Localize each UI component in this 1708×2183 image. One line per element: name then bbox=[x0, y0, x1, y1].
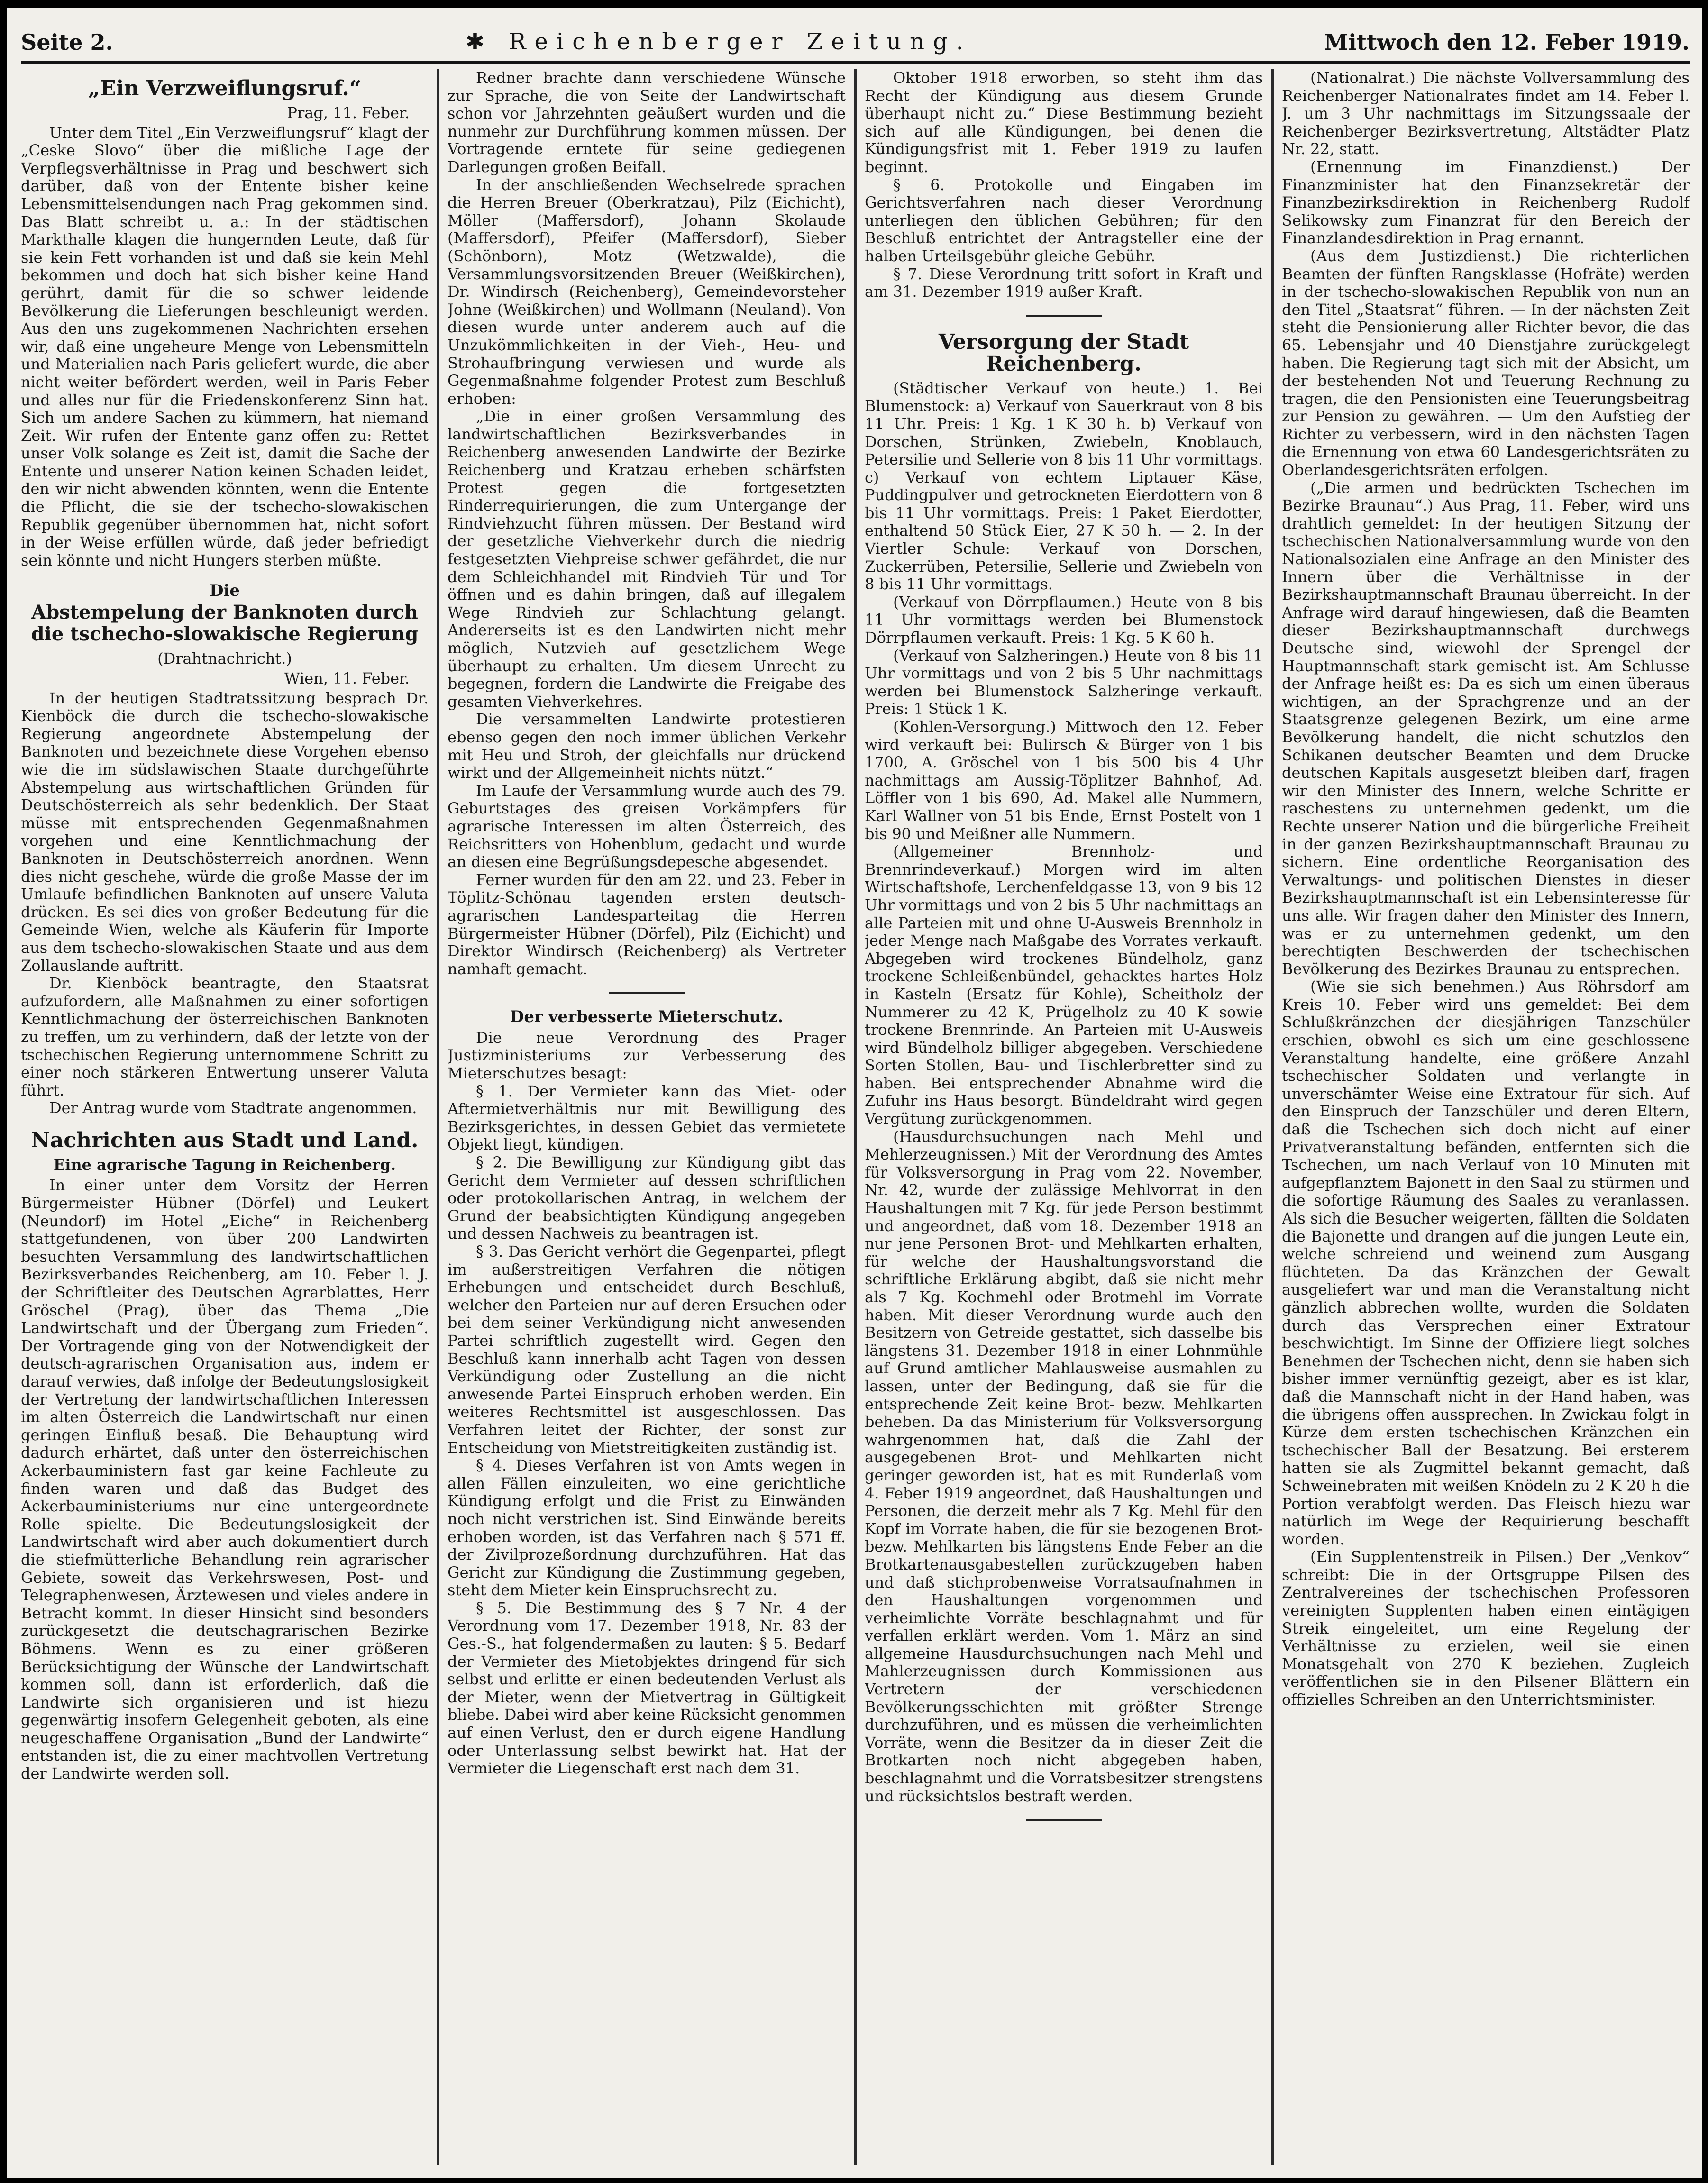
article-paragraph: § 1. Der Vermieter kann das Miet- oder Aftermietverhältnis nur mit Bewilligung des Bezirksgerichtes, in dessen Gebiet das vermietete Objekt liegt, kündigen. bbox=[448, 1082, 846, 1154]
article-title: Der verbesserte Mieterschutz. bbox=[510, 1007, 784, 1027]
article-paragraph: Oktober 1918 erworben, so steht ihm das Recht der Kündigung aus diesem Grunde überhaupt nicht zu.“ Diese Bestimmung bezieht sich auf alle Kündigungen, bei denen die Kündigungsfrist mit 1. Feber 1919 zu laufen beginnt. bbox=[865, 69, 1263, 176]
separator bbox=[609, 992, 685, 994]
article-title: Abstempelung der Banknoten durch die tschecho-slowakische Regierung bbox=[31, 601, 419, 646]
column-2 bbox=[448, 69, 846, 2165]
article-paragraph: § 6. Protokolle und Eingaben im Gerichtsverfahren nach dieser Verordnung unterliegen den üblichen Gebühren; für den Beschluß entrichtet der Antragsteller eine der halben Urteilsgebühr gleiche Gebühr. bbox=[865, 175, 1263, 265]
section-title: Nachrichten aus Stadt und Land. bbox=[31, 1128, 419, 1152]
article-paragraph: Die neue Verordnung des Prager Justizministeriums zur Verbesserung des Mieterschutzes besagt: bbox=[448, 1028, 846, 1083]
article-paragraph: (Städtischer Verkauf von heute.) 1. Bei Blumenstock: a) Verkauf von Sauerkraut von 8 bis 11 Uhr. Preis: 1 Kg. 1 K 30 h. b) Verkauf von Dorschen, Strünken, Zwiebeln, Knoblauch, Petersilie und Sellerie von 8 bis 11 Uhr vormittags. c) Verkauf von echtem Liptauer Käse, Puddingpulver und getrockneten Eierdottern von 8 bis 11 Uhr vormittags. Preis: 1 Paket Eierdotter, enthaltend 50 Stück Eier, 27 K 50 h. — 2. In der Viertler Schule: Verkauf von Dorschen, Zuckerrüben, Petersilie, Sellerie und Zwiebeln von 8 bis 11 Uhr vormittags. bbox=[865, 379, 1263, 594]
news-item: (Ein Supplentenstreik in Pilsen.) Der „Venkov“ schreibt: Die in der Ortsgruppe Pilsen des Zentralvereines der tschechischen Professoren vereinigten Supplenten haben einen eintägigen Streik eingeleitet, um eine Regelung der Verhältnisse zu erzielen, weil sie einen Monatsgehalt von 270 K beziehen. Zugleich veröffentlichen sie in den Pilsener Blättern ein offizielles Schreiben an den Unterrichtsminister. bbox=[1282, 1548, 1690, 1709]
article-paragraph: Dr. Kienböck beantragte, den Staatsrat aufzufordern, alle Maßnahmen zu einer sofortigen Kenntlichmachung der österreichischen Banknoten zu treffen, um zu verhindern, daß der letzte von der tschechischen Regierung unternommene Schritt zu einer noch stärkeren Entwertung unserer Valuta führt. bbox=[21, 974, 429, 1099]
news-item: (Nationalrat.) Die nächste Vollversammlung des Reichenberger Nationalrates findet am 14. Feber l. J. um 3 Uhr nachmittags im Sitzungssaale der Reichenberger Bezirksvertretung, Altstädter Platz Nr. 22, statt. bbox=[1282, 69, 1690, 158]
article-paragraph: (Verkauf von Dörrpflaumen.) Heute von 8 bis 11 Uhr vormittags werden bei Blumenstock Dörrpflaumen verkauft. Preis: 1 Kg. 5 K 60 h. bbox=[865, 593, 1263, 647]
article-paragraph: In einer unter dem Vorsitz der Herren Bürgermeister Hübner (Dörfel) und Leukert (Neundorf) im Hotel „Eiche“ in Reichenberg stattgefundenen, von über 200 Landwirten besuchten Versammlung des landwirtschaftlichen Bezirksverbandes Reichenberg, am 10. Feber l. J. der Schriftleiter des Deutschen Agrarblattes, Herr Gröschel (Prag), über das Thema „Die Landwirtschaft und der Übergang zum Frieden“. Der Vortragende ging von der Notwendigkeit der deutsch-agrarischen Organisation aus, indem er darauf verwies, daß infolge der Bedeutungslosigkeit der Vertretung der landwirtschaftlichen Interessen im alten Österreich die Landwirtschaft nur einen geringen Einfluß besaß. Die Behauptung wird dadurch erhärtet, daß unter den österreichischen Ackerbauministern fast gar keine Fachleute zu finden waren und daß das Budget des Ackerbauministeriums nur eine untergeordnete Rolle spielte. Die Bedeutungslosigkeit der Landwirtschaft wird aber auch dokumentiert durch die stiefmütterliche Behandlung rein agrarischer Gebiete, soweit das Verkehrswesen, Post- und Telegraphenwesen, Ärztewesen und vieles andere in Betracht kommt. In dieser Hinsicht sind besonders zurückgesetzt die deutschagrarischen Bezirke Böhmens. Wenn es zu einer größeren Berücksichtigung der Wünsche der Landwirtschaft kommen soll, dann ist erforderlich, daß die Landwirte sich organisieren und ist hiezu gegenwärtig insofern Gelegenheit geboten, als eine neugeschaffene Organisation „Bund der Landwirte“ entstanden ist, die zu einer machtvollen Vertretung der Landwirte werden soll. bbox=[21, 1176, 429, 1783]
article-paragraph: (Hausdurchsuchungen nach Mehl und Mehlerzeugnissen.) Mit der Verordnung des Amtes für Volksversorgung in Prag vom 22. November, Nr. 42, wurde der zulässige Mehlvorrat in den Haushaltungen mit 7 Kg. für jede Person bestimmt und angeordnet, daß vom 18. Dezember 1918 an nur jene Personen Brot- und Mehlkarten erhalten, für welche der Haushaltungsvorstand die schriftliche Erklärung abgibt, daß sie nicht mehr als 7 Kg. Kochmehl oder Brotmehl im Vorrate haben. Mit dieser Verordnung wurde auch den Besitzern von Getreide gestattet, sich dasselbe bis längstens 31. Dezember 1918 in einer Lohnmühle auf Grund amtlicher Mahlausweise ausmahlen zu lassen, unter der Bedingung, daß sie für die entsprechende Zeit keine Brot- bezw. Mehlkarten beheben. Da das Ministerium für Volksversorgung wahrgenommen hat, daß die Zahl der ausgegebenen Brot- und Mehlkarten nicht geringer geworden ist, hat es mit Runderlaß vom 4. Feber 1919 angeordnet, daß Haushaltungen und Personen, die derzeit mehr als 7 Kg. Mehl für den Kopf im Vorrate haben, die für sie bezogenen Brot- bezw. Mehlkarten bis längstens Ende Feber an die Brotkartenausgabestellen zurückzugeben haben und daß stichprobenweise Vorratsaufnahmen in den Haushaltungen vorgenommen und verheimlichte Vorräte beschlagnahmt und für verfallen erklärt werden. Vom 1. März an sind allgemeine Hausdurchsuchungen nach Mehl und Mahlerzeugnissen durch Kommissionen aus Vertretern der verschiedenen Bevölkerungsschichten mit größter Strenge durchzuführen, und es müssen die verheimlichten Vorräte, wenn die Besitzer da in dieser Zeit die Brotkarten noch nicht abgegeben haben, beschlagnahmt und die Vorratsbesitzer strengstens und rücksichtslos bestraft werden. bbox=[865, 1127, 1263, 1805]
column-3 bbox=[865, 69, 1263, 2165]
issue-date: Mittwoch den 12. Feber 1919. bbox=[1324, 29, 1690, 55]
article-paragraph: Die versammelten Landwirte protestieren ebenso gegen den noch immer üblichen Verkehr mit Heu und Stroh, der gleichfalls nur drückend wirkt und der Allgemeinheit nichts nützt.“ bbox=[448, 710, 846, 782]
separator bbox=[1026, 1819, 1102, 1821]
article-paragraph: (Kohlen-Versorgung.) Mittwoch den 12. Feber wird verkauft bei: Bulirsch & Bürger von 1 bis 1700, A. Gröschel von 1 bis 500 bis 4 Uhr nachmittags am Aussig-Töplitzer Bahnhof, Ad. Löffler von 1 bis 690, Ad. Makel alle Nummern, Karl Wallner von 51 bis Ende, Ernst Postelt von 1 bis 90 und Meißner alle Nummern. bbox=[865, 718, 1263, 843]
article-paragraph: § 2. Die Bewilligung zur Kündigung gibt das Gericht dem Vermieter auf dessen schriftlichen oder protokollarischen Antrag, in welchem der Grund der beabsichtigten Kündigung angegeben und dessen Nachweis zu beantragen ist. bbox=[448, 1153, 846, 1243]
newspaper-page bbox=[7, 8, 1702, 2178]
article-paragraph: § 5. Die Bestimmung des § 7 Nr. 4 der Verordnung vom 17. Dezember 1918, Nr. 83 der Ges.-S., hat folgendermaßen zu lauten: § 5. Bedarf der Vermieter des Mietobjektes dringend für sich selbst und erlitte er einen bedeutenden Verlust als der Mieter, wenn der Mietvertrag in Gültigkeit bliebe. Dabei wird aber keine Rücksicht genommen auf einen Verlust, den er durch eigene Handlung oder Unterlassung selbst bewirkt hat. Hat der Vermieter die Liegenschaft erst nach dem 31. bbox=[448, 1598, 846, 1778]
article-paragraph: Ferner wurden für den am 22. und 23. Feber in Töplitz-Schönau tagenden ersten deutsch-agrarischen Landesparteitag die Herren Bürgermeister Hübner (Dörfel), Pilz (Eichicht) und Direktor Windirsch (Reichenberg) als Vertreter namhaft gemacht. bbox=[448, 870, 846, 978]
article-subtitle: (Drahtnachricht.) bbox=[157, 649, 292, 668]
column-divider bbox=[1271, 69, 1274, 2165]
article-paragraph: § 7. Diese Verordnung tritt sofort in Kraft und am 31. Dezember 1919 außer Kraft. bbox=[865, 265, 1263, 301]
column-divider bbox=[854, 69, 857, 2165]
dateline: Wien, 11. Feber. bbox=[284, 669, 410, 688]
article-paragraph: In der heutigen Stadtratssitzung besprach Dr. Kienböck die durch die tschecho-slowakische Regierung angeordnete Abstempelung der Banknoten und bezeichnete diese Vorgehen ebenso wie die im südslawischen Staate durchgeführte Abstempelung aus wirtschaftlichen Gründen für Deutschösterreich als sehr bedenklich. Der Staat müsse mit entsprechenden Gegenmaßnahmen vorgehen und eine Kenntlichmachung der Banknoten in Deutschösterreich anordnen. Wenn dies nicht geschehe, würde die große Masse der im Umlaufe befindlichen Banknoten auf unsere Valuta drücken. Es sei dies von großer Bedeutung für die Gemeinde Wien, welche als Käuferin für Importe aus dem tschecho-slowakischen Staate und aus dem Zollauslande auftritt. bbox=[21, 689, 429, 975]
article-paragraph: Unter dem Titel „Ein Verzweiflungsruf“ klagt der „Ceske Slovo“ über die mißliche Lage der Verpflegsverhältnisse in Prag und beschwert sich darüber, daß von der Entente bisher keine Lebensmittelsendungen nach Prag gekommen sind. Das Blatt schreibt u. a.: In der städtischen Markthalle klagen die hungernden Leute, daß für sie kein Fett vorhanden ist und daß sie kein Mehl bekommen und doch hat sich bisher keine Hand gerührt, damit für die so schwer leidende Bevölkerung die Lieferungen beschleunigt werden. Aus den uns zugekommenen Nachrichten ersehen wir, daß eine ungeheure Menge von Lebensmitteln und Materialien nach Paris geliefert wurde, die aber nicht weiter befördert werden, weil in Paris Feber und alles nur für die Friedenskonferenz Sinn hat. Sich um andere Sachen zu kümmern, hat niemand Zeit. Wir rufen der Entente ganz offen zu: Rettet unser Volk solange es Zeit ist, damit die Sache der Entente und unserer Nation keinen Schaden leidet, den wir nicht abwenden könnten, wenn die Entente die Pflicht, die sie der tschecho-slowakischen Republik gegenüber übernommen hat, nicht sofort in der Weise erfüllen würde, daß jeder befriedigt sein könnte und nicht Hungers sterben müßte. bbox=[21, 123, 429, 569]
page-header bbox=[21, 8, 1690, 64]
article-paragraph: Im Laufe der Versammlung wurde auch des 79. Geburtstages des greisen Vorkämpfers für agrarische Interessen im alten Österreich, des Reichsritters von Hohenblum, gedacht und wurde an diesen eine Begrüßungsdepesche abgesendet. bbox=[448, 781, 846, 871]
article-paragraph: Redner brachte dann verschiedene Wünsche zur Sprache, die von Seite der Landwirtschaft schon vor Jahrzehnten geäußert wurden und die nunmehr zur Durchführung kommen müssen. Der Vortragende erntete für seine gediegenen Darlegungen großen Beifall. bbox=[448, 69, 846, 176]
news-item: (Aus dem Justizdienst.) Die richterlichen Beamten der fünften Rangsklasse (Hofräte) werden in der tschecho-slowakischen Republik von nun an den Titel „Staatsrat“ führen. — In der nächsten Zeit steht die Pensionierung aller Richter bevor, die das 65. Lebensjahr und 40 Dienstjahre zurückgelegt haben. Die Regierung tagt sich mit der Absicht, um der bestehenden Not und Teuerung Rechnung zu tragen, die den Pensionisten eine Teuerungsbeitrag zur Pension zu gewähren. — Um den Aufstieg der Richter zu verbessern, wird in den nächsten Tagen die Ernennung von etwa 60 Landesgerichtsräten zu Oberlandesgerichtsräten erfolgen. bbox=[1282, 247, 1690, 479]
columns bbox=[21, 69, 1690, 2165]
article-paragraph: „Die in einer großen Versammlung des landwirtschaftlichen Bezirksverbandes in Reichenberg anwesenden Landwirte der Bezirke Reichenberg und Kratzau erheben schärfsten Protest gegen die fortgesetzten Rinderrequirierungen, die zum Untergange der Rindviehzucht führen müssen. Der Bestand wird der gesetzliche Viehverkehr durch die niedrig festgesetzten Viehpreise schwer gefährdet, die nur dem Schleichhandel mit Rindvieh Tür und Tor öffnen und es dahin bringen, daß auf illegalem Wege Rindvieh zur Schlachtung gelangt. Andererseits ist es den Landwirten nicht mehr möglich, Nutzvieh auf gesetzlichem Wege überhaupt zu erhalten. Um diesem Unrecht zu begegnen, fordern die Landwirte die Freigabe des gesamten Viehverkehres. bbox=[448, 407, 846, 711]
article-paragraph: § 3. Das Gericht verhört die Gegenpartei, pflegt im außerstreitigen Verfahren die nötigen Erhebungen und entscheidet durch Beschluß, welcher den Parteien nur auf deren Ersuchen oder bei dem seiner Verkündigung nicht anwesenden Partei schriftlich zugestellt wird. Gegen den Beschluß kann innerhalb acht Tagen von dessen Verkündigung oder Zustellung an die nicht anwesende Partei Einspruch erhoben werden. Ein weiteres Rechtsmittel ist ausgeschlossen. Das Verfahren leitet der Richter, der sonst zur Entscheidung von Mietstreitigkeiten zuständig ist. bbox=[448, 1242, 846, 1457]
article-paragraph: (Verkauf von Salzheringen.) Heute von 8 bis 11 Uhr vormittags und von 2 bis 5 Uhr nachmittags werden bei Blumenstock Salzheringe verkauft. Preis: 1 Stück 1 K. bbox=[865, 646, 1263, 718]
column-1 bbox=[21, 69, 429, 2165]
news-item: (Wie sie sich benehmen.) Aus Röhrsdorf am Kreis 10. Feber wird uns gemeldet: Bei dem Schlußkränzchen der diesjährigen Tanzschüler erschien, obwohl es sich um eine geschlossene Veranstaltung handelte, eine größere Anzahl tschechischer Soldaten und verlangte in unverschämter Weise eine Extratour für sich. Auf den Einspruch der Tanzschüler und deren Eltern, daß die Tschechen sich doch nicht auf einer Privatveranstaltung befänden, entfernten sich die Tschechen, um nach Verlauf von 10 Minuten mit aufgepflanztem Bajonett in den Saal zu stürmen und die sofortige Räumung des Saales zu veranlassen. Als sich die Besucher weigerten, fällten die Soldaten die Bajonette und drangen auf die jungen Leute ein, welche schreiend und weinend zum Ausgang flüchteten. Da das Kränzchen der Gewalt ausgeliefert war und man die Veranstaltung nicht gänzlich abbrechen wollte, wurden die Soldaten durch das Versprechen einer Extratour beschwichtigt. Im Sinne der Offiziere liegt solches Benehmen der Tschechen nicht, denn sie haben sich bisher immer vernünftig gezeigt, aber es ist klar, daß die Mannschaft nicht in der Hand haben, was die übrigens offen aussprechen. In Zwickau folgt in Kürze dem ersten tschechischen Kränzchen ein tschechischer Ball der Besatzung. Bei ersterem hatten sie als Zugmittel bekannt gemacht, daß Schweinebraten mit weißen Knödeln zu 2 K 20 h die Portion verabfolgt werden. Das Fleisch hiezu war natürlich im Wege der Requirierung beschafft worden. bbox=[1282, 977, 1690, 1548]
article-paragraph: Der Antrag wurde vom Stadtrate angenommen. bbox=[49, 1099, 417, 1117]
article-title: Versorgung der Stadt Reichenberg. bbox=[938, 329, 1189, 376]
article-paragraph: In der anschließenden Wechselrede sprachen die Herren Breuer (Oberkratzau), Pilz (Eichicht), Möller (Maffersdorf), Johann Skolaude (Maffersdorf), Pfeifer (Maffersdorf), Sieber (Schönborn), Motz (Wetzwalde), die Versammlungsvorsitzenden Breuer (Weißkirchen), Dr. Windirsch (Reichenberg), Gemeindevorsteher Johne (Weißkirchen) und Wollmann (Neuland). Von diesen wurde unter anderem auch auf die Unzukömmlichkeiten in der Vieh-, Heu- und Strohaufbringung verwiesen und wurde als Gegenmaßnahme folgender Protest zum Beschluß erhoben: bbox=[448, 175, 846, 408]
article-paragraph: § 4. Dieses Verfahren ist von Amts wegen in allen Fällen einzuleiten, wo eine gerichtliche Kündigung erfolgt und die Frist zu Einwänden noch nicht verstrichen ist. Sind Einwände bereits erhoben worden, ist das Verfahren nach § 571 ff. der Zivilprozeßordnung durchzuführen. Hat das Gericht zur Kündigung die Zustimmung gegeben, steht dem Mieter kein Einspruchsrecht zu. bbox=[448, 1456, 846, 1599]
article-paragraph: (Allgemeiner Brennholz- und Brennrindeverkauf.) Morgen wird im alten Wirtschaftshofe, Lerchenfeldgasse 13, von 9 bis 12 Uhr vormittags und von 2 bis 5 Uhr nachmittags an alle Parteien mit und ohne U-Ausweis Brennholz in jeder Menge nach Maßgabe des Vorrates verkauft. Abgegeben wird trockenes Bündelholz, ganz trockene Schleißenbündel, gehacktes hartes Holz in Kasteln (Ersatz für Kohle), Scheitholz der Nummerer zu 42 K, Prügelholz zu 40 K sowie trockene Brennrinde. An Parteien mit U-Ausweis wird Bündelholz billiger abgegeben. Verschiedene Sorten Stollen, Bau- und Tischlerbretter sind zu haben. Bei entsprechender Abnahme wird die Zufuhr ins Haus besorgt. Bündeldraht wird gegen Vergütung zurückgenommen. bbox=[865, 842, 1263, 1128]
article-title-prefix: Die bbox=[209, 581, 240, 601]
news-item: („Die armen und bedrückten Tschechen im Bezirke Braunau“.) Aus Prag, 11. Feber, wird uns drahtlich gemeldet: In der heutigen Sitzung der tschechischen Nationalversammlung wurde von den Nationalsozialen eine Anfrage an den Minister des Innern über die Verhältnisse in der Bezirkshauptmannschaft Braunau überreicht. In der Anfrage wird darauf hingewiesen, daß die Beamten dieser Bezirkshauptmannschaft durchwegs Deutsche sind, wiewohl der Sprengel der Hauptmannschaft stark gemischt ist. Am Schlusse der Anfrage heißt es: Da es sich um einen überaus wichtigen, an der Sprachgrenze und an der Staatsgrenze gelegenen Bezirk, um eine arme Bevölkerung handelt, die nicht schutzlos den Schikanen deutscher Beamten und dem Drucke deutschen Kapitals ausgesetzt bleiben darf, fragen wir den Minister des Innern, welche Schritte er raschestens zu unternehmen gedenkt, um die Rechte unserer Nation und die bürgerliche Freiheit in der ganzen Bezirkshauptmannschaft Braunau zu sichern. Eine ordentliche Reorganisation des Verwaltungs- und politischen Dienstes in dieser Bezirkshauptmannschaft ist ein Lebensinteresse für uns alle. Wir fragen daher den Minister des Innern, was er zu unternehmen gedenkt, um den berechtigten Beschwerden der tschechischen Bevölkerung des Bezirkes Braunau zu entsprechen. bbox=[1282, 478, 1690, 978]
article-subtitle: Eine agrarische Tagung in Reichenberg. bbox=[53, 1155, 396, 1174]
dateline: Prag, 11. Feber. bbox=[287, 104, 410, 122]
column-4 bbox=[1282, 69, 1690, 2165]
page-number: Seite 2. bbox=[21, 29, 113, 55]
column-divider bbox=[437, 69, 439, 2165]
news-item: (Ernennung im Finanzdienst.) Der Finanzminister hat den Finanzsekretär der Finanzbezirksdirektion in Reichenberg Rudolf Selikowsky zum Finanzrat für den Bereich der Finanzlandesdirektion in Prag ernannt. bbox=[1282, 157, 1690, 247]
article-title: „Ein Verzweiflungsruf.“ bbox=[88, 76, 362, 100]
separator bbox=[1026, 315, 1102, 317]
newspaper-name: ✱ Reichenberger Zeitung. bbox=[465, 28, 972, 55]
